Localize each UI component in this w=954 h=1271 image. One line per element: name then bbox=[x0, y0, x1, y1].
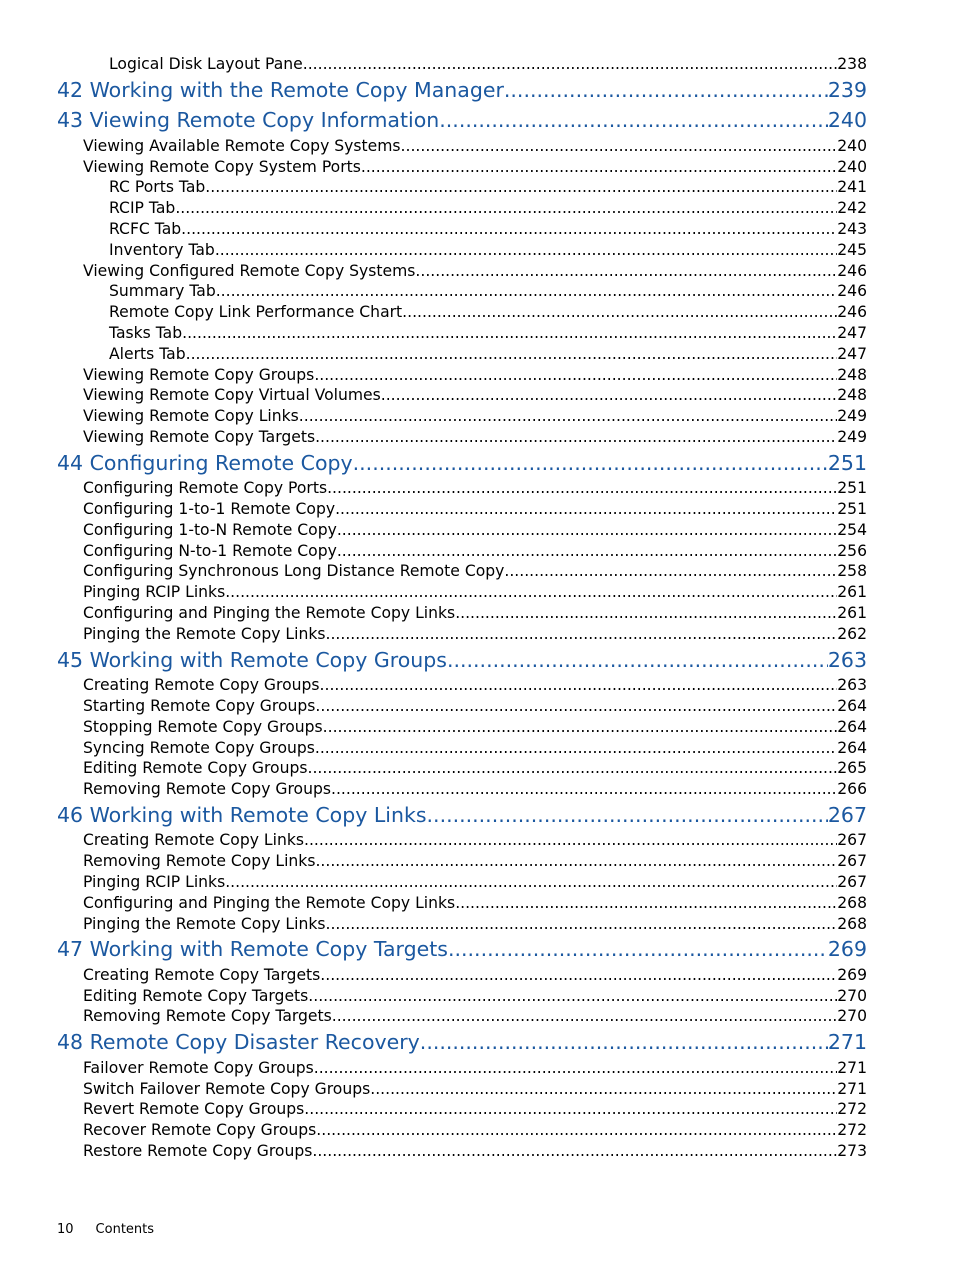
dot-leader bbox=[420, 1027, 828, 1058]
dot-leader bbox=[215, 240, 837, 261]
toc-entry-title: Switch Failover Remote Copy Groups bbox=[83, 1079, 371, 1098]
footer-page-number: 10 bbox=[57, 1222, 74, 1237]
toc-entry[interactable] bbox=[57, 914, 867, 935]
toc-entry-page-number: 264 bbox=[837, 717, 867, 736]
toc-chapter-entry[interactable] bbox=[57, 1027, 867, 1058]
toc-entry-title: Removing Remote Copy Targets bbox=[83, 1007, 332, 1026]
dot-leader bbox=[353, 448, 828, 479]
toc-entry[interactable] bbox=[57, 177, 867, 198]
dot-leader bbox=[335, 499, 837, 520]
dot-leader bbox=[504, 561, 837, 582]
toc-entry-title: Failover Remote Copy Groups bbox=[83, 1058, 314, 1077]
toc-entry[interactable] bbox=[57, 499, 867, 520]
dot-leader bbox=[331, 779, 837, 800]
toc-entry-page-number: 240 bbox=[827, 108, 867, 133]
toc-entry[interactable] bbox=[57, 406, 867, 427]
toc-entry[interactable] bbox=[57, 520, 867, 541]
toc-entry[interactable] bbox=[57, 696, 867, 717]
dot-leader bbox=[316, 1120, 837, 1141]
toc-entry-title: Configuring Remote Copy Ports bbox=[83, 479, 328, 498]
dot-leader bbox=[216, 281, 838, 302]
toc-entry-page-number: 247 bbox=[837, 323, 867, 342]
dot-leader bbox=[304, 1099, 837, 1120]
dot-leader bbox=[320, 965, 837, 986]
toc-chapter-entry[interactable] bbox=[57, 934, 867, 965]
dot-leader bbox=[320, 675, 838, 696]
toc-entry-page-number: 265 bbox=[837, 759, 867, 778]
dot-leader bbox=[299, 406, 837, 427]
toc-entry-title: Stopping Remote Copy Groups bbox=[83, 717, 323, 736]
toc-entry[interactable] bbox=[57, 758, 867, 779]
dot-leader bbox=[315, 851, 837, 872]
dot-leader bbox=[303, 54, 837, 75]
toc-entry-page-number: 264 bbox=[837, 696, 867, 715]
toc-entry[interactable] bbox=[57, 385, 867, 406]
dot-leader bbox=[314, 1058, 838, 1079]
toc-entry-page-number: 254 bbox=[837, 520, 867, 539]
toc-entry-title: 47 Working with Remote Copy Targets bbox=[57, 937, 448, 962]
dot-leader bbox=[361, 157, 837, 178]
toc-entry[interactable] bbox=[57, 851, 867, 872]
toc-entry-title: Viewing Remote Copy System Ports bbox=[83, 157, 361, 176]
toc-entry-page-number: 267 bbox=[837, 873, 867, 891]
toc-entry-title: Starting Remote Copy Groups bbox=[83, 696, 316, 715]
toc-entry-title: Configuring 1-to-1 Remote Copy bbox=[83, 500, 336, 519]
toc-chapter-entry[interactable] bbox=[57, 448, 867, 479]
toc-entry-title: Configuring N-to-1 Remote Copy bbox=[83, 541, 337, 560]
dot-leader bbox=[225, 872, 837, 893]
toc-entry[interactable] bbox=[57, 582, 867, 603]
toc-entry-title: Inventory Tab bbox=[109, 240, 215, 259]
toc-entry-title: Alerts Tab bbox=[109, 344, 186, 363]
toc-entry-page-number: 247 bbox=[837, 344, 867, 363]
toc-entry-page-number: 270 bbox=[837, 986, 867, 1005]
toc-entry-page-number: 272 bbox=[837, 1100, 867, 1119]
toc-entry-page-number: 271 bbox=[837, 1079, 867, 1098]
toc-entry-title: Removing Remote Copy Links bbox=[83, 852, 316, 871]
toc-entry-title: Remote Copy Link Performance Chart bbox=[109, 303, 403, 322]
toc-entry-page-number: 261 bbox=[837, 583, 867, 602]
toc-entry[interactable] bbox=[57, 157, 867, 178]
toc-entry-page-number: 272 bbox=[837, 1121, 867, 1140]
toc-entry[interactable] bbox=[57, 893, 867, 914]
dot-leader bbox=[175, 198, 837, 219]
toc-entry-title: Pinging RCIP Links bbox=[83, 873, 226, 891]
dot-leader bbox=[448, 934, 828, 965]
toc-entry[interactable] bbox=[57, 302, 867, 323]
dot-leader bbox=[381, 385, 837, 406]
dot-leader bbox=[415, 261, 837, 282]
toc-entry-title: Removing Remote Copy Groups bbox=[83, 780, 331, 799]
toc-entry-page-number: 256 bbox=[837, 541, 867, 560]
toc-entry-page-number: 246 bbox=[837, 261, 867, 280]
toc-entry-title: Syncing Remote Copy Groups bbox=[83, 738, 315, 757]
toc-entry-title: Viewing Remote Copy Groups bbox=[83, 365, 315, 384]
toc-entry-page-number: 239 bbox=[827, 77, 867, 102]
toc-entry[interactable] bbox=[57, 675, 867, 696]
dot-leader bbox=[402, 302, 837, 323]
toc-entry-page-number: 251 bbox=[837, 500, 867, 519]
toc-entry[interactable] bbox=[57, 219, 867, 240]
dot-leader bbox=[323, 717, 838, 738]
toc-entry-page-number: 268 bbox=[837, 893, 867, 912]
toc-entry-title: Viewing Configured Remote Copy Systems bbox=[83, 261, 416, 280]
toc-entry-title: Editing Remote Copy Groups bbox=[83, 759, 308, 778]
dot-leader bbox=[337, 520, 837, 541]
toc-chapter-entry[interactable] bbox=[57, 645, 867, 676]
dot-leader bbox=[182, 323, 837, 344]
dot-leader bbox=[225, 582, 837, 603]
toc-entry-title: Revert Remote Copy Groups bbox=[83, 1100, 305, 1119]
toc-entry-title: Configuring Synchronous Long Distance Remote Copy bbox=[83, 562, 505, 581]
toc-entry[interactable] bbox=[57, 1099, 867, 1120]
toc-entry-title: Pinging the Remote Copy Links bbox=[83, 914, 326, 933]
toc-entry[interactable] bbox=[57, 198, 867, 219]
toc-entry-page-number: 238 bbox=[837, 55, 867, 73]
toc-entry-page-number: 249 bbox=[837, 427, 867, 446]
footer-section-label: Contents bbox=[95, 1222, 155, 1237]
toc-entry-title: Creating Remote Copy Targets bbox=[83, 965, 321, 984]
dot-leader bbox=[455, 603, 837, 624]
dot-leader bbox=[504, 75, 828, 106]
dot-leader bbox=[205, 177, 837, 198]
toc-entry[interactable] bbox=[57, 872, 867, 893]
toc-entry[interactable] bbox=[57, 240, 867, 261]
dot-leader bbox=[304, 830, 837, 851]
dot-leader bbox=[186, 344, 838, 365]
toc-entry-title: Configuring 1-to-N Remote Copy bbox=[83, 520, 337, 539]
dot-leader bbox=[337, 541, 837, 562]
dot-leader bbox=[315, 696, 837, 717]
dot-leader bbox=[401, 136, 838, 157]
dot-leader bbox=[439, 105, 828, 136]
toc-entry-title: 46 Working with Remote Copy Links bbox=[57, 802, 427, 827]
toc-entry[interactable] bbox=[57, 541, 867, 562]
toc-entry[interactable] bbox=[57, 323, 867, 344]
toc-entry-page-number: 241 bbox=[837, 178, 867, 197]
toc-entry-title: 48 Remote Copy Disaster Recovery bbox=[57, 1030, 420, 1055]
toc-entry-page-number: 243 bbox=[837, 219, 867, 238]
toc-entry[interactable] bbox=[57, 624, 867, 645]
dot-leader bbox=[447, 645, 828, 676]
dot-leader bbox=[326, 624, 838, 645]
toc-entry-title: Logical Disk Layout Pane bbox=[109, 55, 303, 73]
toc-entry-title: 45 Working with Remote Copy Groups bbox=[57, 647, 447, 672]
toc-entry-page-number: 263 bbox=[837, 676, 867, 695]
toc-entry[interactable] bbox=[57, 717, 867, 738]
toc-entry-page-number: 263 bbox=[827, 647, 867, 672]
toc-entry-page-number: 240 bbox=[837, 136, 867, 155]
toc-entry[interactable] bbox=[57, 1058, 867, 1079]
toc-entry-title: Viewing Remote Copy Virtual Volumes bbox=[83, 386, 381, 405]
toc-entry-title: RC Ports Tab bbox=[109, 178, 206, 197]
toc-entry-page-number: 258 bbox=[837, 562, 867, 581]
toc-entry-title: Configuring and Pinging the Remote Copy Links bbox=[83, 893, 456, 912]
toc-entry[interactable] bbox=[57, 478, 867, 499]
dot-leader bbox=[326, 914, 838, 935]
dot-leader bbox=[327, 478, 837, 499]
toc-entry-title: RCFC Tab bbox=[109, 219, 182, 238]
toc-entry[interactable] bbox=[57, 365, 867, 386]
toc-entry-page-number: 240 bbox=[837, 157, 867, 176]
toc-entry[interactable] bbox=[57, 1006, 867, 1027]
toc-entry-title: RCIP Tab bbox=[109, 199, 176, 218]
toc-entry[interactable] bbox=[57, 427, 867, 448]
toc-entry[interactable] bbox=[57, 738, 867, 759]
toc-entry[interactable] bbox=[57, 561, 867, 582]
toc-entry-title: Creating Remote Copy Links bbox=[83, 831, 304, 850]
toc-entry-page-number: 269 bbox=[827, 937, 867, 962]
dot-leader bbox=[308, 986, 837, 1007]
dot-leader bbox=[332, 1006, 837, 1027]
toc-entry[interactable] bbox=[57, 54, 867, 75]
toc-entry-page-number: 242 bbox=[837, 199, 867, 218]
toc-entry[interactable] bbox=[57, 965, 867, 986]
toc-entry-page-number: 268 bbox=[837, 914, 867, 933]
toc-entry[interactable] bbox=[57, 281, 867, 302]
toc-entry-page-number: 249 bbox=[837, 407, 867, 426]
toc-entry-page-number: 248 bbox=[837, 365, 867, 384]
toc-entry-title: Pinging the Remote Copy Links bbox=[83, 624, 326, 643]
dot-leader bbox=[315, 738, 837, 759]
toc-entry-page-number: 251 bbox=[827, 450, 867, 475]
toc-entry-page-number: 271 bbox=[827, 1030, 867, 1055]
toc-entry-page-number: 267 bbox=[827, 802, 867, 827]
toc-entry[interactable] bbox=[57, 261, 867, 282]
toc-entry-page-number: 251 bbox=[837, 479, 867, 498]
toc-entry-title: 44 Configuring Remote Copy bbox=[57, 450, 353, 475]
toc-entry-title: Recover Remote Copy Groups bbox=[83, 1121, 317, 1140]
dot-leader bbox=[455, 893, 837, 914]
dot-leader bbox=[315, 427, 837, 448]
toc-entry-title: Restore Remote Copy Groups bbox=[83, 1141, 313, 1160]
toc-entry-page-number: 261 bbox=[837, 604, 867, 623]
toc-entry-title: Viewing Remote Copy Targets bbox=[83, 427, 316, 446]
toc-entry[interactable] bbox=[57, 1079, 867, 1100]
toc-entry[interactable] bbox=[57, 1141, 867, 1162]
toc-entry[interactable] bbox=[57, 136, 867, 157]
toc-entry-title: Editing Remote Copy Targets bbox=[83, 986, 309, 1005]
table-of-contents bbox=[57, 54, 867, 1162]
toc-entry-title: Creating Remote Copy Groups bbox=[83, 676, 320, 695]
toc-entry[interactable] bbox=[57, 830, 867, 851]
toc-entry-title: Configuring and Pinging the Remote Copy Links bbox=[83, 604, 456, 623]
toc-entry[interactable] bbox=[57, 603, 867, 624]
toc-entry[interactable] bbox=[57, 986, 867, 1007]
toc-entry-title: Pinging RCIP Links bbox=[83, 583, 226, 602]
toc-entry[interactable] bbox=[57, 344, 867, 365]
toc-entry-title: Viewing Remote Copy Links bbox=[83, 407, 299, 426]
toc-chapter-entry[interactable] bbox=[57, 105, 867, 136]
toc-entry-title: Tasks Tab bbox=[109, 323, 183, 342]
toc-entry-page-number: 267 bbox=[837, 852, 867, 871]
dot-leader bbox=[312, 1141, 837, 1162]
toc-entry[interactable] bbox=[57, 1120, 867, 1141]
dot-leader bbox=[370, 1079, 837, 1100]
toc-entry-title: Summary Tab bbox=[109, 282, 216, 301]
toc-entry-page-number: 271 bbox=[837, 1058, 867, 1077]
toc-entry-page-number: 248 bbox=[837, 386, 867, 405]
toc-entry[interactable] bbox=[57, 779, 867, 800]
dot-leader bbox=[308, 758, 838, 779]
toc-entry-page-number: 245 bbox=[837, 240, 867, 259]
dot-leader bbox=[314, 365, 837, 386]
toc-entry-title: 42 Working with the Remote Copy Manager bbox=[57, 77, 504, 102]
toc-entry-page-number: 273 bbox=[837, 1141, 867, 1160]
toc-entry-page-number: 267 bbox=[837, 831, 867, 850]
dot-leader bbox=[427, 800, 828, 831]
toc-chapter-entry[interactable] bbox=[57, 75, 867, 106]
toc-entry-page-number: 269 bbox=[837, 965, 867, 984]
toc-entry-page-number: 270 bbox=[837, 1007, 867, 1026]
dot-leader bbox=[181, 219, 837, 240]
toc-entry-page-number: 262 bbox=[837, 624, 867, 643]
toc-entry-title: 43 Viewing Remote Copy Information bbox=[57, 108, 440, 133]
toc-entry-title: Viewing Available Remote Copy Systems bbox=[83, 136, 401, 155]
toc-entry-page-number: 264 bbox=[837, 738, 867, 757]
toc-chapter-entry[interactable] bbox=[57, 800, 867, 831]
toc-entry-page-number: 246 bbox=[837, 303, 867, 322]
toc-entry-page-number: 246 bbox=[837, 282, 867, 301]
page-footer bbox=[57, 1222, 154, 1237]
toc-entry-page-number: 266 bbox=[837, 780, 867, 799]
